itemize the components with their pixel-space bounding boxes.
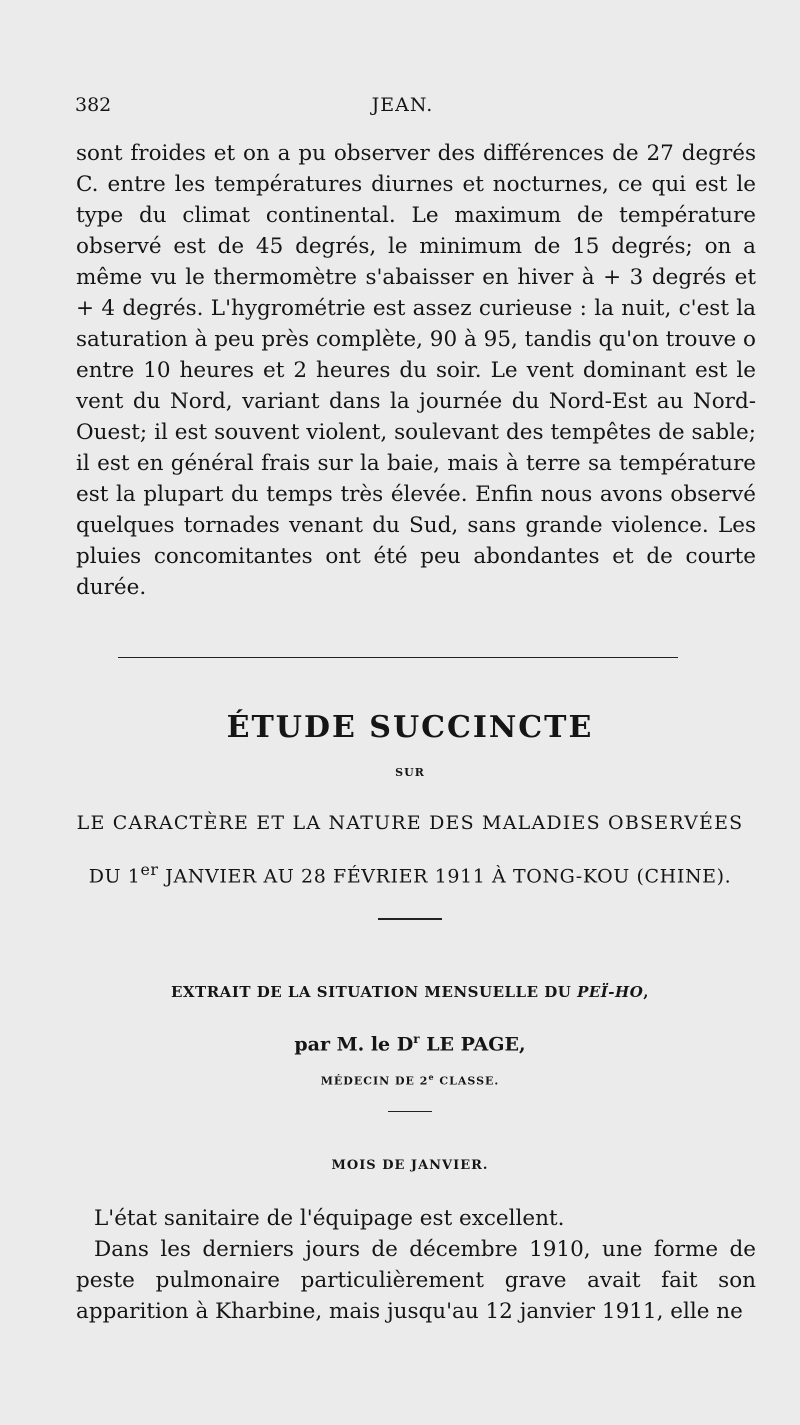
article-subtitle-line2 [60, 860, 760, 887]
ship-name: PEÏ-HO [577, 983, 644, 1001]
author-rank [60, 1072, 760, 1088]
author-post: LE PAGE, [419, 1033, 526, 1056]
article-title: ÉTUDE SUCCINCTE [226, 710, 594, 745]
rank-post: CLASSE. [434, 1074, 500, 1088]
page-number: 382 [75, 94, 112, 116]
paragraph-plague: Dans les derniers jours de décembre 1910, une forme de peste pulmonaire particulièrement grave avait fait son apparition à Kharbine, mais jusqu'au 12 janvier 1911, elle ne [76, 1237, 756, 1324]
subtitle-line2-sup: er [140, 860, 159, 879]
paragraph-sanitary-state: L'état sanitaire de l'équipage est excellent. [94, 1206, 565, 1231]
article-title-connector: SUR [395, 766, 425, 779]
author-sup: r [413, 1032, 420, 1046]
month-heading: MOIS DE JANVIER. [331, 1158, 489, 1173]
source-pre: EXTRAIT DE LA SITUATION MENSUELLE DU [170, 983, 578, 1001]
rank-pre: MÉDECIN DE 2 [320, 1074, 429, 1088]
body-paragraph-climate: sont froides et on a pu observer des différences de 27 degrés C. entre les températures diurnes et nocturnes, ce qui est le type du climat continental. Le maximum de température observé est de 45 degrés, le minimum de 15 degrés; on a même vu le thermomètre s'abaisser en hiver à + 3 degrés et + 4 degrés. L'hygrométrie est assez curieuse : la nuit, c'est la saturation à peu près complète, 90 à 95, tandis qu'on trouve o entre 10 heures et 2 heures du soir. Le vent dominant est le vent du Nord, variant dans la journée du Nord-Est au Nord-Ouest; il est souvent violent, soulevant des tempêtes de sable; il est en général frais sur la baie, mais à terre sa température est la plupart du temps très élevée. Enfin nous avons observé quelques tornades venant du Sud, sans grande violence. Les pluies concomitantes ont été peu abondantes et de courte durée. [76, 141, 756, 600]
running-head [75, 94, 730, 122]
source-post: , [643, 983, 650, 1001]
article-subtitle-line1: LE CARACTÈRE ET LA NATURE DES MALADIES OBSERVÉES [76, 812, 744, 834]
author-divider [388, 1111, 432, 1112]
author-pre: par M. le D [294, 1033, 414, 1056]
subtitle-line2-post: JANVIER AU 28 FÉVRIER 1911 À TONG-KOU (CHINE). [158, 865, 732, 888]
title-divider [378, 918, 442, 920]
body-paragraph-january [76, 1203, 756, 1343]
rank-sup: e [428, 1072, 435, 1082]
section-divider [118, 657, 678, 658]
article-source [60, 983, 760, 1001]
article-author [60, 1032, 760, 1055]
subtitle-line2-pre: DU 1 [88, 865, 141, 888]
running-title: JEAN. [371, 94, 434, 116]
